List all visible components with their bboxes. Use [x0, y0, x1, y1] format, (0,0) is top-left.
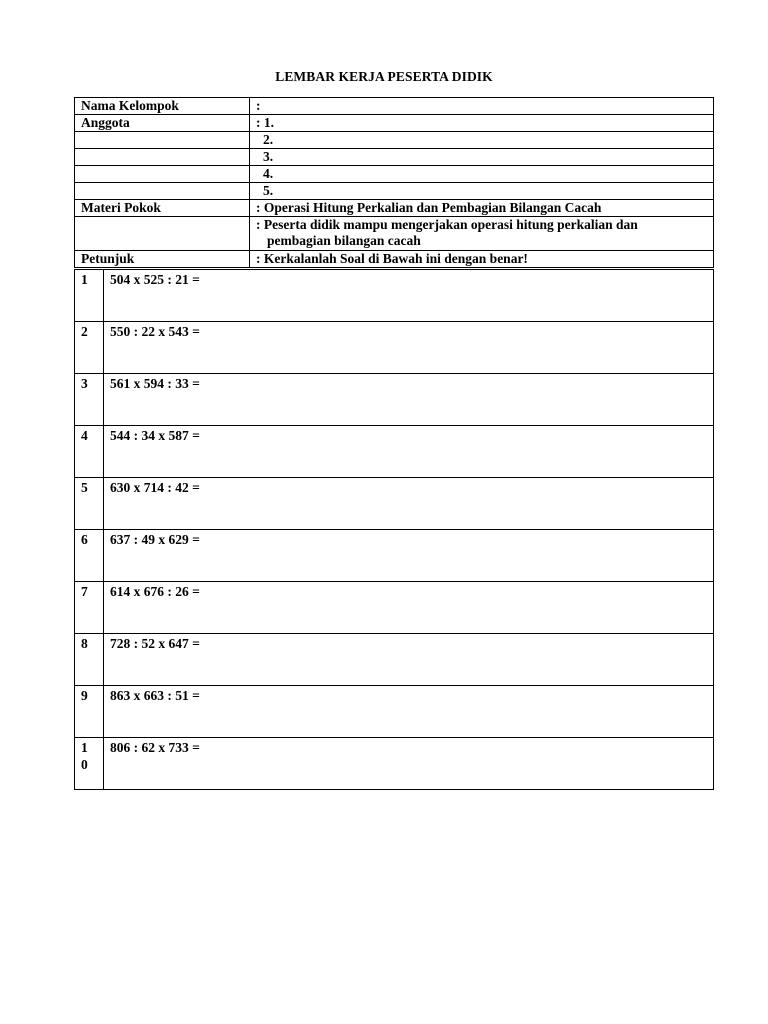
row-anggota	[75, 115, 714, 132]
soal-row	[75, 634, 714, 686]
soal-number: 5	[75, 478, 104, 530]
soal-number: 9	[75, 686, 104, 738]
soal-row	[75, 270, 714, 322]
empty-cell	[75, 149, 250, 166]
empty-cell	[75, 217, 250, 251]
row-tujuan	[75, 217, 714, 251]
soal-number: 6	[75, 530, 104, 582]
materi-pokok-label: Materi Pokok	[75, 200, 250, 217]
row-nama-kelompok	[75, 98, 714, 115]
empty-cell	[75, 132, 250, 149]
soal-question[interactable]: 550 : 22 x 543 =	[104, 322, 714, 374]
soal-row	[75, 530, 714, 582]
soal-row	[75, 322, 714, 374]
soal-row	[75, 426, 714, 478]
soal-number: 7	[75, 582, 104, 634]
soal-row	[75, 686, 714, 738]
row-anggota-2	[75, 132, 714, 149]
soal-number: 4	[75, 426, 104, 478]
anggota-1-field[interactable]: : 1.	[250, 115, 714, 132]
page-title: LEMBAR KERJA PESERTA DIDIK	[275, 69, 493, 84]
soal-question[interactable]: 863 x 663 : 51 =	[104, 686, 714, 738]
soal-number: 10	[75, 738, 104, 790]
anggota-label: Anggota	[75, 115, 250, 132]
petunjuk-label: Petunjuk	[75, 251, 250, 268]
anggota-2-field[interactable]: 2.	[250, 132, 714, 149]
row-materi-pokok	[75, 200, 714, 217]
soal-row	[75, 738, 714, 790]
soal-number: 8	[75, 634, 104, 686]
anggota-3-field[interactable]: 3.	[250, 149, 714, 166]
tujuan-value	[250, 217, 714, 251]
row-petunjuk	[75, 251, 714, 268]
anggota-4-field[interactable]: 4.	[250, 166, 714, 183]
row-anggota-5	[75, 183, 714, 200]
soal-row	[75, 582, 714, 634]
soal-table	[74, 269, 714, 790]
tujuan-line-2: pembagian bilangan cacah	[267, 233, 421, 248]
soal-question[interactable]: 561 x 594 : 33 =	[104, 374, 714, 426]
soal-question[interactable]: 728 : 52 x 647 =	[104, 634, 714, 686]
soal-question[interactable]: 637 : 49 x 629 =	[104, 530, 714, 582]
petunjuk-value: : Kerkalanlah Soal di Bawah ini dengan benar!	[250, 251, 714, 268]
tujuan-line-1: : Peserta didik mampu mengerjakan operasi hitung perkalian dan	[256, 217, 638, 232]
soal-row	[75, 478, 714, 530]
materi-pokok-value: : Operasi Hitung Perkalian dan Pembagian Bilangan Cacah	[250, 200, 714, 217]
soal-number: 1	[75, 270, 104, 322]
nama-kelompok-label: Nama Kelompok	[75, 98, 250, 115]
row-anggota-4	[75, 166, 714, 183]
soal-question[interactable]: 630 x 714 : 42 =	[104, 478, 714, 530]
nama-kelompok-value[interactable]: :	[250, 98, 714, 115]
anggota-5-field[interactable]: 5.	[250, 183, 714, 200]
empty-cell	[75, 166, 250, 183]
soal-question[interactable]: 504 x 525 : 21 =	[104, 270, 714, 322]
soal-number: 2	[75, 322, 104, 374]
soal-question[interactable]: 544 : 34 x 587 =	[104, 426, 714, 478]
row-anggota-3	[75, 149, 714, 166]
empty-cell	[75, 183, 250, 200]
soal-row	[75, 374, 714, 426]
soal-number: 3	[75, 374, 104, 426]
soal-question[interactable]: 614 x 676 : 26 =	[104, 582, 714, 634]
soal-question[interactable]: 806 : 62 x 733 =	[104, 738, 714, 790]
info-table	[74, 97, 714, 268]
